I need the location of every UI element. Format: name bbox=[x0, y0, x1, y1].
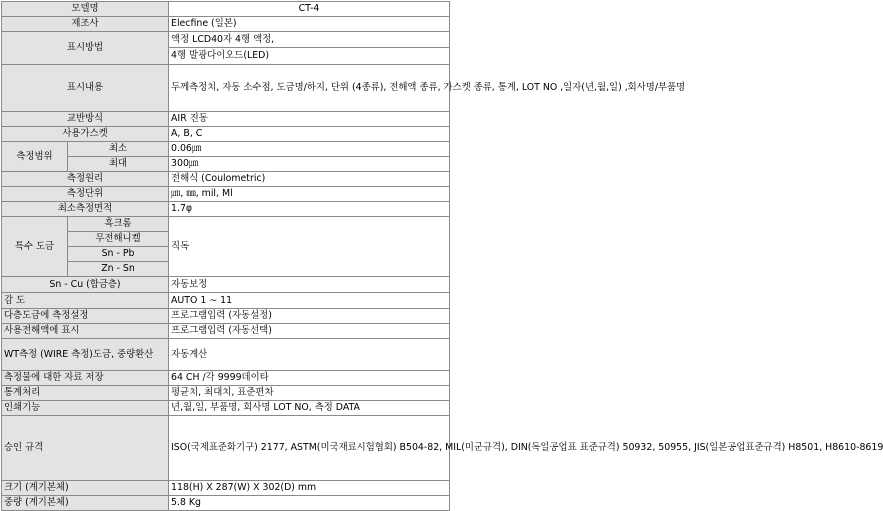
display-label: 표시방법 bbox=[2, 32, 169, 65]
row-electrolyte bbox=[2, 324, 450, 339]
storage-label: 측정물에 대한 자료 저장 bbox=[2, 371, 169, 386]
sensitivity-label: 감 도 bbox=[2, 293, 169, 309]
special-value-5: 자동보정 bbox=[169, 277, 450, 293]
gasket-value: A, B, C bbox=[169, 127, 450, 142]
content-value: 두께측정치, 자동 소수점, 도금명/하지, 단위 (4종류), 전해액 종류, 가스켓 종류, 통계, LOT NO ,일자(년,월,일) ,회사명/부품명 bbox=[169, 65, 450, 112]
row-maker bbox=[2, 17, 450, 32]
sensitivity-value: AUTO 1 ∼ 11 bbox=[169, 293, 450, 309]
maker-label: 제조사 bbox=[2, 17, 169, 32]
row-weight bbox=[2, 496, 450, 511]
approval-label: 승인 규격 bbox=[2, 416, 169, 481]
stats-label: 통계처리 bbox=[2, 386, 169, 401]
min-area-value: 1.7φ bbox=[169, 202, 450, 217]
special-label: 특수 도금 bbox=[2, 217, 68, 277]
row-multilayer bbox=[2, 309, 450, 324]
maker-value: Elecfine (일본) bbox=[169, 17, 450, 32]
row-model bbox=[2, 2, 450, 17]
size-label: 크기 (계기본체) bbox=[2, 481, 169, 496]
multilayer-value: 프로그램입력 (자동설정) bbox=[169, 309, 450, 324]
row-sensitivity bbox=[2, 293, 450, 309]
wt-label: WT측정 (WIRE 측정)도금, 중량환산 bbox=[2, 339, 169, 371]
row-min-area bbox=[2, 202, 450, 217]
range-min-label: 최소 bbox=[68, 142, 169, 157]
stirring-value: AIR 진동 bbox=[169, 112, 450, 127]
row-print bbox=[2, 401, 450, 416]
range-max-value: 300㎛ bbox=[169, 157, 450, 172]
min-area-label: 최소측정면적 bbox=[2, 202, 169, 217]
electrolyte-value: 프로그램입력 (자동선택) bbox=[169, 324, 450, 339]
row-range-min bbox=[2, 142, 450, 157]
special-item-5: Sn - Cu (합금층) bbox=[2, 277, 169, 293]
row-range-max bbox=[2, 157, 450, 172]
special-item: Sn - Pb bbox=[68, 247, 169, 262]
principle-value: 전해식 (Coulometric) bbox=[169, 172, 450, 187]
row-stats bbox=[2, 386, 450, 401]
special-item: 흑크롬 bbox=[68, 217, 169, 232]
model-label: 모델명 bbox=[2, 2, 169, 17]
unit-label: 측정단위 bbox=[2, 187, 169, 202]
approval-value: ISO(국제표준화기구) 2177, ASTM(미국재료시험협회) B504-82, MIL(미군규격), DIN(독일공업표 표준규격) 50932, 50955, JIS(일본공업표준규격) H8501, H8610-8619 bbox=[169, 416, 450, 481]
print-value: 년,월,일, 부품명, 회사명 LOT NO, 측정 DATA bbox=[169, 401, 450, 416]
row-unit bbox=[2, 187, 450, 202]
row-size bbox=[2, 481, 450, 496]
display-value-1: 액정 LCD40자 4행 액정, bbox=[169, 32, 450, 48]
row-approval bbox=[2, 416, 450, 481]
wt-value: 자동계산 bbox=[169, 339, 450, 371]
spec-table bbox=[1, 1, 883, 511]
stirring-label: 교반방식 bbox=[2, 112, 169, 127]
electrolyte-label: 사용전해액에 표시 bbox=[2, 324, 169, 339]
print-label: 인쇄기능 bbox=[2, 401, 169, 416]
row-storage bbox=[2, 371, 450, 386]
content-label: 표시내용 bbox=[2, 65, 169, 112]
principle-label: 측정원리 bbox=[2, 172, 169, 187]
row-special-5 bbox=[2, 277, 450, 293]
special-item: Zn - Sn bbox=[68, 262, 169, 277]
row-wt bbox=[2, 339, 450, 371]
unit-value: ㎛, ㎜, mil, Ml bbox=[169, 187, 450, 202]
range-min-value: 0.06㎛ bbox=[169, 142, 450, 157]
range-max-label: 최대 bbox=[68, 157, 169, 172]
weight-label: 중량 (계기본체) bbox=[2, 496, 169, 511]
weight-value: 5.8 Kg bbox=[169, 496, 450, 511]
storage-value: 64 CH /각 9999데이타 bbox=[169, 371, 450, 386]
row-principle bbox=[2, 172, 450, 187]
row-stirring bbox=[2, 112, 450, 127]
display-value-2: 4행 발광다이오드(LED) bbox=[169, 48, 450, 65]
special-value: 직독 bbox=[169, 217, 450, 277]
multilayer-label: 다층도금에 측정설정 bbox=[2, 309, 169, 324]
row-content bbox=[2, 65, 450, 112]
stats-value: 평균치, 최대치, 표준편차 bbox=[169, 386, 450, 401]
size-value: 118(H) X 287(W) X 302(D) mm bbox=[169, 481, 450, 496]
gasket-label: 사용가스켓 bbox=[2, 127, 169, 142]
row-display-1 bbox=[2, 32, 450, 48]
special-item: 무전해니켈 bbox=[68, 232, 169, 247]
model-value: CT-4 bbox=[169, 2, 450, 17]
row-special-1 bbox=[2, 217, 450, 232]
row-gasket bbox=[2, 127, 450, 142]
range-label: 측정범위 bbox=[2, 142, 68, 172]
